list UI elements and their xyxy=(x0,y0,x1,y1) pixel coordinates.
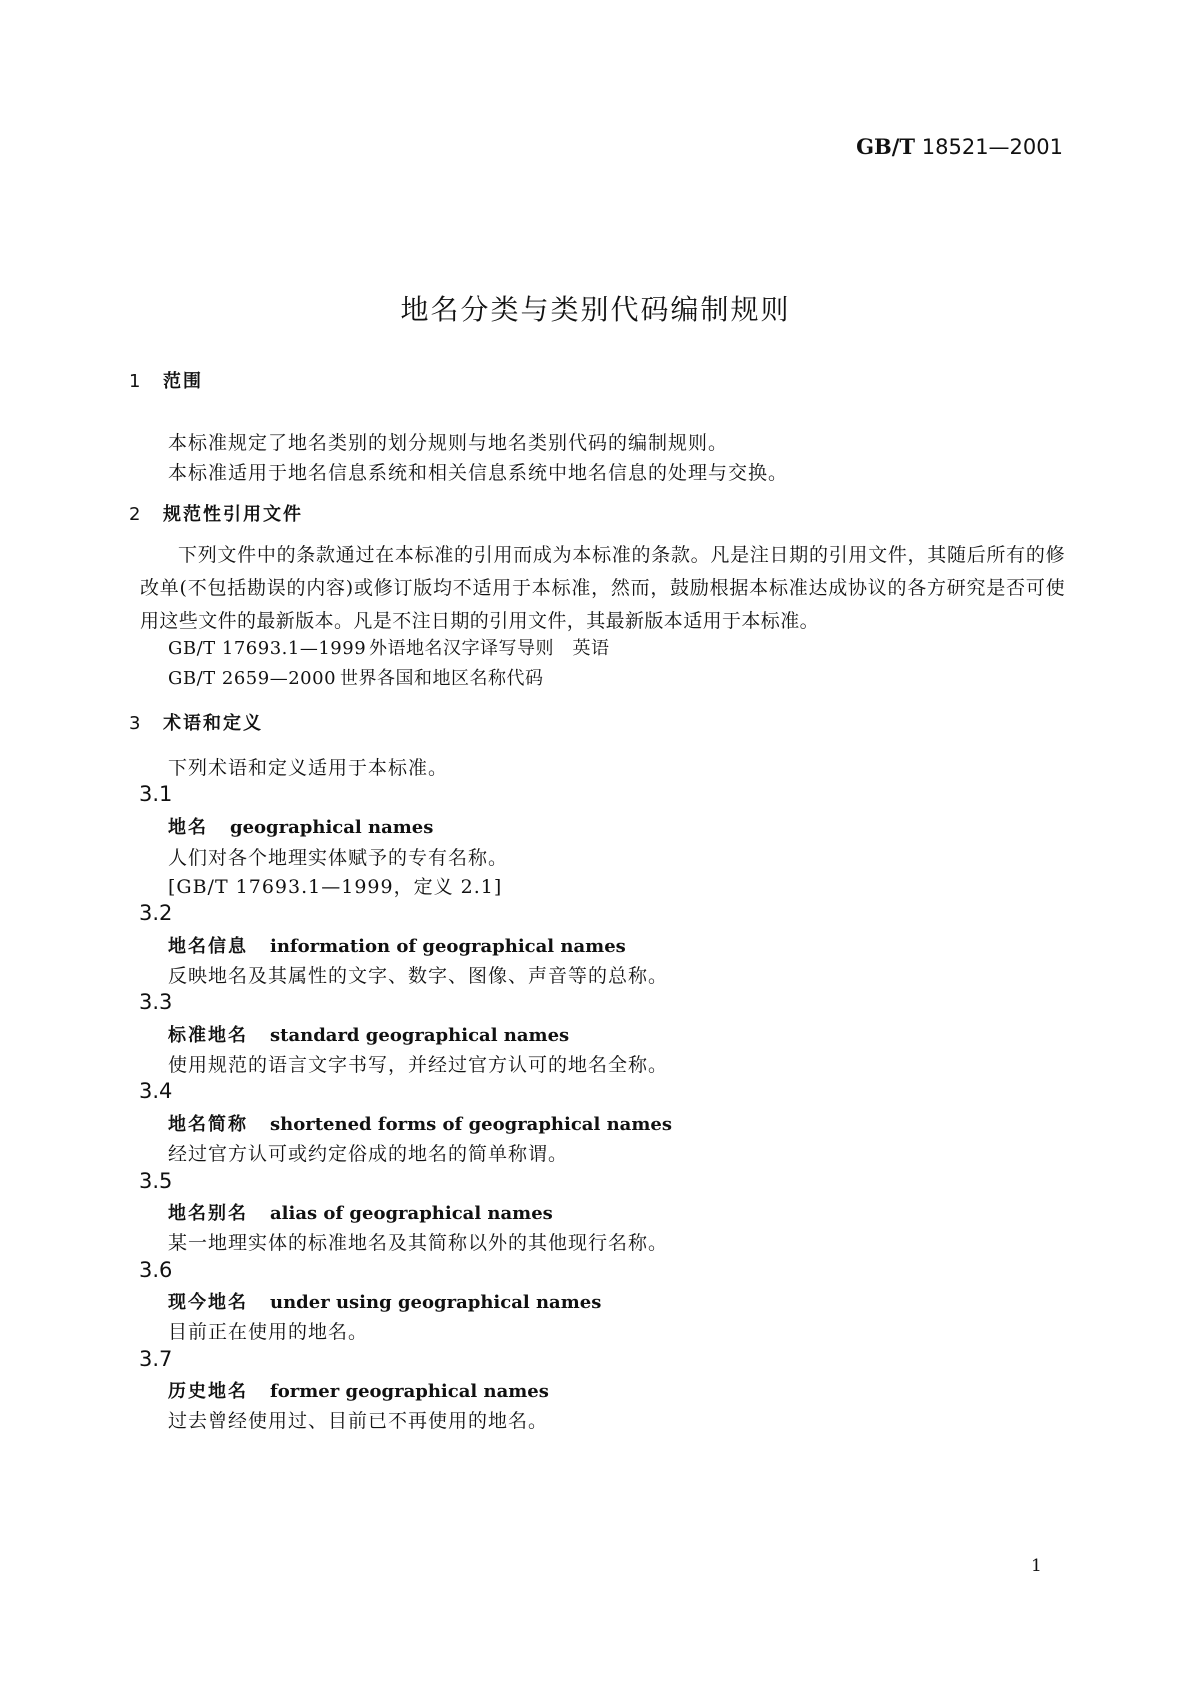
reference-code: GB/T 17693.1—1999 xyxy=(168,638,367,659)
term-en: information of geographical names xyxy=(270,936,626,957)
term-en: former geographical names xyxy=(270,1381,549,1402)
term-definition: 目前正在使用的地名。 xyxy=(168,1321,369,1343)
reference-row xyxy=(168,664,544,690)
scope-paragraph-1: 本标准规定了地名类别的划分规则与地名类别代码的编制规则。 xyxy=(168,432,729,454)
page-number: 1 xyxy=(1031,1556,1042,1576)
term-definition: 使用规范的语言文字书写，并经过官方认可的地名全称。 xyxy=(168,1054,669,1076)
term-zh: 地名别名 xyxy=(168,1203,248,1224)
term-heading xyxy=(168,1021,569,1047)
term-zh: 地名信息 xyxy=(168,936,248,957)
terms-intro: 下列术语和定义适用于本标准。 xyxy=(168,757,449,779)
term-zh: 现今地名 xyxy=(168,1292,248,1313)
term-en: shortened forms of geographical names xyxy=(270,1114,672,1135)
term-heading xyxy=(168,813,433,839)
references-paragraph: 下列文件中的条款通过在本标准的引用而成为本标准的条款。凡是注日期的引用文件，其随后所有的修改单(不包括勘误的内容)或修订版均不适用于本标准，然而，鼓励根据本标准达成协议的各方研究是否可使用这些文件的最新版本。凡是不注日期的引用文件，其最新版本适用于本标准。 xyxy=(140,544,1065,632)
section-heading-terms xyxy=(129,709,263,735)
section-number: 3 xyxy=(129,713,141,734)
reference-row xyxy=(168,634,610,660)
term-heading xyxy=(168,1288,601,1314)
term-heading xyxy=(168,932,626,958)
term-heading xyxy=(168,1110,672,1136)
term-definition: 人们对各个地理实体赋予的专有名称。 xyxy=(168,847,509,869)
section-title: 规范性引用文件 xyxy=(163,504,303,525)
section-heading-scope xyxy=(129,367,203,393)
term-heading xyxy=(168,1199,553,1225)
clause-number: 3.4 xyxy=(139,1079,173,1103)
clause-number: 3.5 xyxy=(139,1169,173,1193)
section-title: 范围 xyxy=(163,371,203,392)
term-definition: 某一地理实体的标准地名及其简称以外的其他现行名称。 xyxy=(168,1232,669,1254)
reference-title: 外语地名汉字译写导则 英语 xyxy=(369,638,610,659)
scope-paragraph-2: 本标准适用于地名信息系统和相关信息系统中地名信息的处理与交换。 xyxy=(168,462,789,484)
term-definition: 过去曾经使用过、目前已不再使用的地名。 xyxy=(168,1410,549,1432)
reference-title: 世界各国和地区名称代码 xyxy=(340,668,544,689)
document-title: 地名分类与类别代码编制规则 xyxy=(400,293,791,326)
section-title: 术语和定义 xyxy=(163,713,263,734)
term-definition: 经过官方认可或约定俗成的地名的简单称谓。 xyxy=(168,1143,569,1165)
clause-number: 3.2 xyxy=(139,901,173,925)
clause-number: 3.6 xyxy=(139,1258,173,1282)
standard-prefix: GB/T xyxy=(856,134,916,159)
term-zh: 标准地名 xyxy=(168,1025,248,1046)
term-source: [GB/T 17693.1—1999，定义 2.1] xyxy=(168,876,503,898)
clause-number: 3.1 xyxy=(139,782,173,806)
section-number: 1 xyxy=(129,371,141,392)
term-en: alias of geographical names xyxy=(270,1203,553,1224)
term-definition: 反映地名及其属性的文字、数字、图像、声音等的总称。 xyxy=(168,965,669,987)
standard-code: 18521—2001 xyxy=(921,135,1063,159)
clause-number: 3.7 xyxy=(139,1347,173,1371)
reference-code: GB/T 2659—2000 xyxy=(168,668,337,689)
term-zh: 历史地名 xyxy=(168,1381,248,1402)
term-en: standard geographical names xyxy=(270,1025,570,1046)
term-en: under using geographical names xyxy=(270,1292,602,1313)
term-en: geographical names xyxy=(230,817,434,838)
term-zh: 地名 xyxy=(168,817,208,838)
term-heading xyxy=(168,1377,549,1403)
section-heading-normative-references xyxy=(129,500,303,526)
standard-number xyxy=(856,134,1063,159)
clause-number: 3.3 xyxy=(139,990,173,1014)
term-zh: 地名简称 xyxy=(168,1114,248,1135)
section-number: 2 xyxy=(129,504,141,525)
